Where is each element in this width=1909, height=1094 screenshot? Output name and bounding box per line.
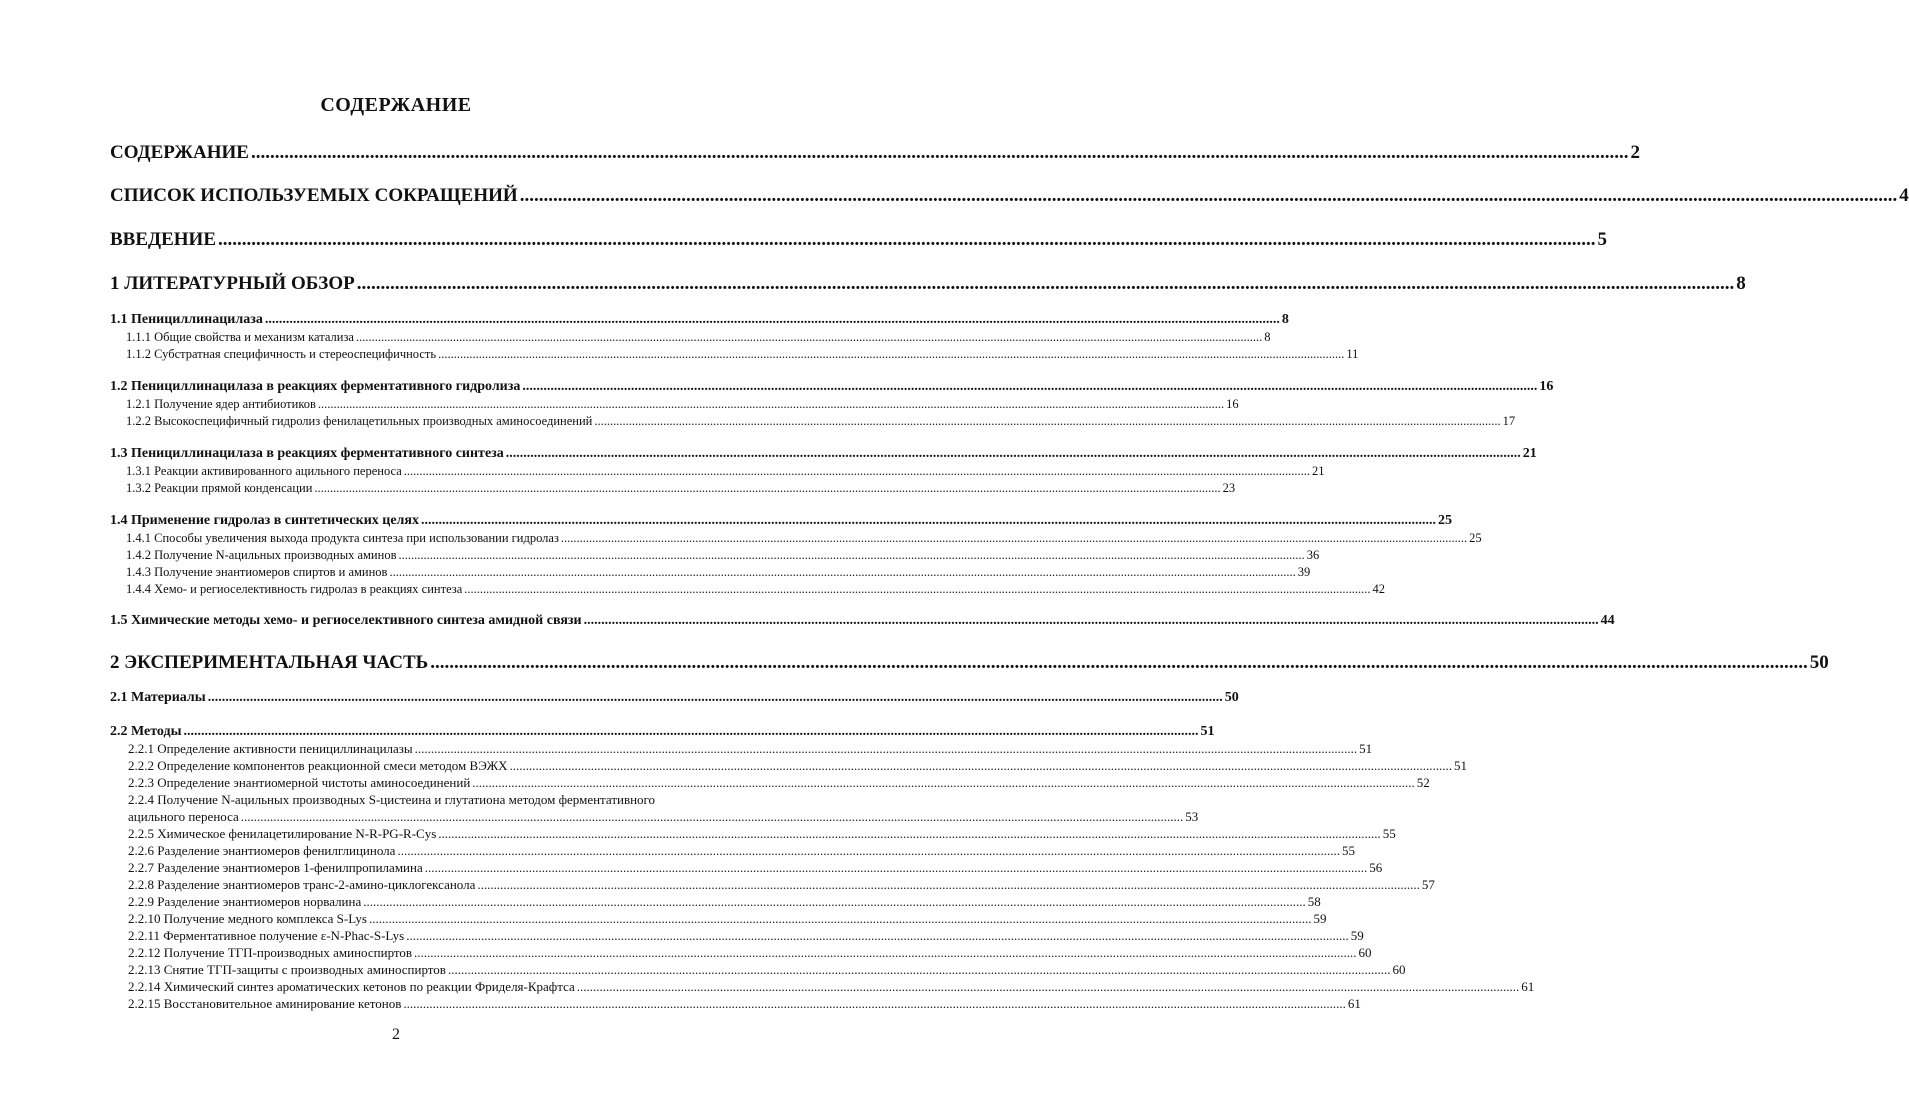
toc-entry-label: 1.4.1 Способы увеличения выхода продукта синтеза при использовании гидролаз [126, 531, 559, 545]
toc-entry[interactable] [128, 911, 1327, 927]
toc-entry[interactable] [128, 843, 1355, 859]
toc-entry-page: 36 [1306, 548, 1320, 562]
toc-entry[interactable] [110, 273, 1746, 295]
toc-entry[interactable] [110, 690, 1239, 706]
toc-entry[interactable] [126, 548, 1320, 563]
toc-entry-label: ВВЕДЕНИЕ [110, 229, 216, 250]
toc-leader: .................................................................................................................................................................................................................................................................................................. [355, 330, 1263, 344]
toc-entry[interactable] [110, 379, 1554, 395]
toc-leader: .................................................................................................................................................................................................................................................................................................. [250, 142, 1629, 163]
toc-entry-label: 1.2.2 Высокоспецифичный гидролиз фенилацетильных производных аминосоединений [126, 414, 593, 428]
toc-entry-label: 1 ЛИТЕРАТУРНЫЙ ОБЗОР [110, 273, 355, 294]
toc-leader: .................................................................................................................................................................................................................................................................................................. [438, 347, 1345, 361]
toc-entry-label: 2.2.7 Разделение энантиомеров 1-фенилпропиламина [128, 860, 423, 875]
toc-entry-page: 16 [1226, 397, 1239, 411]
toc-leader: .................................................................................................................................................................................................................................................................................................. [519, 185, 1898, 206]
toc-entry-label: 1.1 Пенициллинацилаза [110, 312, 263, 327]
toc-entry-page: 51 [1454, 758, 1468, 773]
toc-entry[interactable] [110, 185, 1909, 207]
toc-entry[interactable] [110, 142, 1640, 164]
toc-leader: .................................................................................................................................................................................................................................................................................................. [505, 446, 1521, 461]
toc-entry-label: 2 ЭКСПЕРИМЕНТАЛЬНАЯ ЧАСТЬ [110, 652, 429, 673]
toc-leader: .................................................................................................................................................................................................................................................................................................. [447, 962, 1391, 977]
page-title: СОДЕРЖАНИЕ [320, 94, 472, 116]
toc-entry-page: 52 [1416, 775, 1430, 790]
toc-entry-label: 2.2.8 Разделение энантиомеров транс-2-амино-циклогексанола [128, 877, 476, 892]
toc-entry-page: 4 [1899, 185, 1909, 206]
toc-entry-label: 2.2.15 Восстановительное аминирование кетонов [128, 996, 402, 1011]
toc-entry[interactable] [126, 582, 1386, 597]
toc-entry-label: 1.2.1 Получение ядер антибиотиков [126, 397, 316, 411]
toc-entry-page: 21 [1522, 446, 1537, 461]
toc-leader: .................................................................................................................................................................................................................................................................................................. [368, 911, 1312, 926]
toc-entry-label: СПИСОК ИСПОЛЬЗУЕМЫХ СОКРАЩЕНИЙ [110, 185, 518, 206]
toc-entry[interactable] [110, 724, 1215, 740]
toc-entry[interactable] [110, 613, 1615, 629]
toc-entry-label: 2.2.1 Определение активности пенициллинацилазы [128, 741, 413, 756]
toc-leader: .................................................................................................................................................................................................................................................................................................. [430, 652, 1808, 673]
toc-entry-label: 1.4.4 Хемо- и региоселективность гидролаз в реакциях синтеза [126, 582, 463, 596]
toc-entry-page: 55 [1382, 826, 1396, 841]
toc-entry-page: 61 [1347, 996, 1361, 1011]
toc-leader: .................................................................................................................................................................................................................................................................................................. [464, 582, 1371, 596]
toc-leader: .................................................................................................................................................................................................................................................................................................. [420, 513, 1436, 528]
toc-entry-label: 1.4.3 Получение энантиомеров спиртов и аминов [126, 565, 388, 579]
toc-entry-page: 44 [1600, 613, 1615, 628]
toc-entry-page: 8 [1264, 330, 1271, 344]
toc-entry[interactable] [126, 347, 1359, 362]
toc-entry[interactable] [110, 513, 1452, 529]
toc-entry-label: 2.2.2 Определение компонентов реакционной смеси методом ВЭЖХ [128, 758, 508, 773]
toc-entry[interactable] [110, 229, 1607, 251]
toc-leader: .................................................................................................................................................................................................................................................................................................. [207, 690, 1223, 705]
toc-entry[interactable] [128, 741, 1373, 757]
toc-entry[interactable] [128, 945, 1372, 961]
toc-leader: .................................................................................................................................................................................................................................................................................................. [414, 741, 1358, 756]
toc-entry[interactable] [128, 894, 1321, 910]
toc-entry-label: 1.4 Применение гидролаз в синтетических целях [110, 513, 419, 528]
toc-leader: .................................................................................................................................................................................................................................................................................................. [264, 312, 1280, 327]
toc-leader: .................................................................................................................................................................................................................................................................................................. [414, 945, 1357, 960]
toc-entry-label: 1.1.1 Общие свойства и механизм катализа [126, 330, 354, 344]
toc-leader: .................................................................................................................................................................................................................................................................................................. [218, 229, 1596, 250]
toc-leader: .................................................................................................................................................................................................................................................................................................. [403, 464, 1311, 478]
toc-leader: .................................................................................................................................................................................................................................................................................................. [472, 775, 1415, 790]
toc-leader: .................................................................................................................................................................................................................................................................................................. [317, 397, 1225, 411]
toc-entry[interactable] [128, 996, 1361, 1012]
toc-entry-page: 17 [1502, 414, 1516, 428]
toc-entry-page: 42 [1372, 582, 1386, 596]
toc-entry-label: 1.5 Химические методы хемо- и региоселективного синтеза амидной связи [110, 613, 582, 628]
toc-entry-label: 2.2 Методы [110, 724, 182, 739]
toc-entry[interactable] [126, 531, 1482, 546]
toc-leader: .................................................................................................................................................................................................................................................................................................. [594, 414, 1501, 428]
toc-entry-page: 59 [1313, 911, 1327, 926]
toc-leader: .................................................................................................................................................................................................................................................................................................. [397, 843, 1340, 858]
toc-entry-label: 1.3 Пенициллинацилаза в реакциях ферментативного синтеза [110, 446, 504, 461]
toc-entry[interactable] [110, 652, 1829, 674]
toc-entry[interactable] [128, 860, 1383, 876]
toc-entry[interactable] [126, 397, 1239, 412]
toc-entry-label: 2.1 Материалы [110, 690, 206, 705]
toc-leader: .................................................................................................................................................................................................................................................................................................. [356, 273, 1735, 294]
toc-entry-page: 16 [1539, 379, 1554, 394]
toc-entry-page: 51 [1200, 724, 1215, 739]
toc-entry-page: 53 [1185, 809, 1199, 824]
toc-entry-page: 58 [1307, 894, 1321, 909]
toc-entry-label: 1.2 Пенициллинацилаза в реакциях ферментативного гидролиза [110, 379, 521, 394]
toc-leader: .................................................................................................................................................................................................................................................................................................. [389, 565, 1296, 579]
toc-entry-page: 56 [1369, 860, 1383, 875]
toc-leader: .................................................................................................................................................................................................................................................................................................. [583, 613, 1599, 628]
toc-leader: .................................................................................................................................................................................................................................................................................................. [403, 996, 1346, 1011]
toc-entry[interactable] [126, 565, 1311, 580]
toc-leader: .................................................................................................................................................................................................................................................................................................. [183, 724, 1199, 739]
toc-entry-page: 51 [1359, 741, 1373, 756]
toc-leader: .................................................................................................................................................................................................................................................................................................. [509, 758, 1453, 773]
toc-entry-page: 60 [1358, 945, 1372, 960]
toc-entry-page: 2 [1630, 142, 1640, 163]
toc-leader: .................................................................................................................................................................................................................................................................................................. [576, 979, 1520, 994]
toc-entry-page: 11 [1346, 347, 1359, 361]
toc-leader: .................................................................................................................................................................................................................................................................................................. [424, 860, 1368, 875]
toc-entry-label: 2.2.9 Разделение энантиомеров норвалина [128, 894, 362, 909]
toc-leader: .................................................................................................................................................................................................................................................................................................. [314, 481, 1221, 495]
toc-leader: .................................................................................................................................................................................................................................................................................................. [477, 877, 1420, 892]
toc-entry[interactable] [128, 775, 1430, 791]
toc-entry[interactable] [126, 330, 1271, 345]
toc-entry-page: 59 [1350, 928, 1364, 943]
toc-entry-label: ацильного переноса [128, 809, 239, 824]
toc-entry-label: 2.2.4 Получение N-ацильных производных S-цистеина и глутатиона методом ферментативного [128, 792, 656, 807]
toc-entry-page: 23 [1222, 481, 1236, 495]
toc-entry-page: 57 [1421, 877, 1435, 892]
toc-entry-page: 25 [1437, 513, 1452, 528]
toc-entry[interactable] [128, 877, 1435, 893]
toc-entry-page: 21 [1312, 464, 1325, 478]
toc-leader: .................................................................................................................................................................................................................................................................................................. [438, 826, 1381, 841]
toc-entry-label: 1.1.2 Субстратная специфичность и стереоспецифичность [126, 347, 437, 361]
toc-entry-page: 55 [1341, 843, 1355, 858]
toc-entry-page: 50 [1224, 690, 1239, 705]
toc-entry[interactable] [126, 481, 1236, 496]
toc-entry-label: 2.2.14 Химический синтез ароматических кетонов по реакции Фриделя-Крафтса [128, 979, 575, 994]
toc-entry-page: 5 [1597, 229, 1607, 250]
toc-leader: .................................................................................................................................................................................................................................................................................................. [560, 531, 1468, 545]
toc-entry[interactable] [128, 979, 1535, 995]
toc-entry[interactable] [128, 826, 1396, 842]
toc-entry-page: 61 [1521, 979, 1535, 994]
toc-entry-label: 1.4.2 Получение N-ацильных производных аминов [126, 548, 397, 562]
toc-entry-label: 1.3.2 Реакции прямой конденсации [126, 481, 313, 495]
toc-entry[interactable] [110, 312, 1289, 328]
toc-entry[interactable] [110, 446, 1537, 462]
toc-entry[interactable] [126, 464, 1325, 479]
toc-leader: .................................................................................................................................................................................................................................................................................................. [406, 928, 1349, 943]
toc-entry-page: 25 [1469, 531, 1482, 545]
toc-entry[interactable] [128, 962, 1406, 978]
toc-entry-label: 1.3.1 Реакции активированного ацильного переноса [126, 464, 402, 478]
toc-entry-label: 2.2.3 Определение энантиомерной чистоты аминосоединений [128, 775, 471, 790]
toc-entry-page: 60 [1392, 962, 1406, 977]
toc-entry-label: 2.2.5 Химическое фенилацетилирование N-R-PG-R-Cys [128, 826, 437, 841]
toc-entry-label: 2.2.12 Получение ТГП-производных аминоспиртов [128, 945, 413, 960]
toc-leader: .................................................................................................................................................................................................................................................................................................. [398, 548, 1305, 562]
toc-entry-page: 50 [1809, 652, 1829, 673]
toc-entry[interactable] [126, 414, 1516, 429]
toc-leader: .................................................................................................................................................................................................................................................................................................. [363, 894, 1306, 909]
toc-leader: .................................................................................................................................................................................................................................................................................................. [522, 379, 1538, 394]
toc-entry-label: 2.2.11 Ферментативное получение ε-N-Phac-S-Lys [128, 928, 405, 943]
toc-entry-page: 39 [1297, 565, 1311, 579]
toc-entry[interactable] [128, 792, 740, 808]
toc-entry-label: 2.2.6 Разделение энантиомеров фенилглицинола [128, 843, 396, 858]
toc-entry[interactable] [128, 758, 1468, 774]
toc-entry[interactable] [128, 809, 1199, 825]
toc-entry[interactable] [128, 928, 1364, 944]
page-number: 2 [392, 1026, 400, 1043]
toc-entry-label: СОДЕРЖАНИЕ [110, 142, 249, 163]
toc-entry-label: 2.2.13 Снятие ТГП-защиты с производных аминоспиртов [128, 962, 446, 977]
toc-entry-label: 2.2.10 Получение медного комплекса S-Lys [128, 911, 367, 926]
toc-entry-page: 8 [1736, 273, 1746, 294]
toc-entry-page: 8 [1281, 312, 1289, 327]
toc-leader: .................................................................................................................................................................................................................................................................................................. [240, 809, 1184, 824]
